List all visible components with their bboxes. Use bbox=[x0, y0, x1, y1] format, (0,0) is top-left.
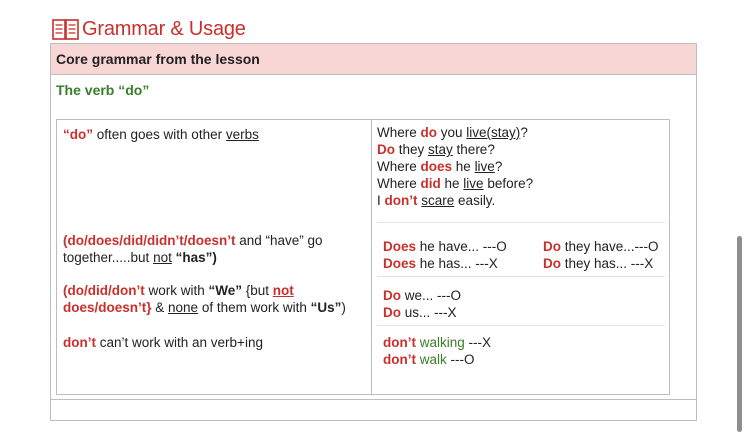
core-grammar-label: Core grammar from the lesson bbox=[51, 44, 696, 75]
column-divider bbox=[371, 120, 372, 394]
grammar-table bbox=[50, 43, 697, 421]
vertical-scrollbar[interactable] bbox=[737, 236, 742, 432]
rules-table bbox=[56, 119, 670, 395]
example-1: Where do you live(stay)? Do they stay there? Where does he live? Where did he live before? I don’t scare easily. bbox=[377, 125, 534, 208]
rule-4: don’t can’t work with an verb+ing bbox=[63, 335, 263, 350]
rule-2: (do/does/did/didn’t/doesn’t and “have” go together.....but not “has”) bbox=[63, 233, 323, 265]
row-separator bbox=[377, 325, 665, 326]
rule-1: “do” often goes with other verbs bbox=[63, 127, 259, 142]
row-separator bbox=[377, 222, 665, 223]
example-4: don’t walking ---X don’t walk ---O bbox=[383, 335, 492, 367]
example-3: Do we... ---O Do us... ---X bbox=[383, 288, 461, 320]
row-separator bbox=[377, 276, 665, 277]
example-2-left: Does he have... ---O Does he has... ---X bbox=[383, 239, 507, 271]
rule-3: (do/did/don’t work with “We” {but not does/doesn’t} & none of them work with “Us”) bbox=[63, 283, 346, 315]
verb-do-label: The verb “do” bbox=[56, 82, 150, 98]
section-title: Grammar & Usage bbox=[82, 17, 246, 40]
table-bottom-border bbox=[51, 399, 696, 400]
book-icon bbox=[52, 17, 80, 41]
example-2-right: Do they have...---O Do they has... ---X bbox=[543, 239, 659, 271]
section-header bbox=[52, 16, 246, 42]
